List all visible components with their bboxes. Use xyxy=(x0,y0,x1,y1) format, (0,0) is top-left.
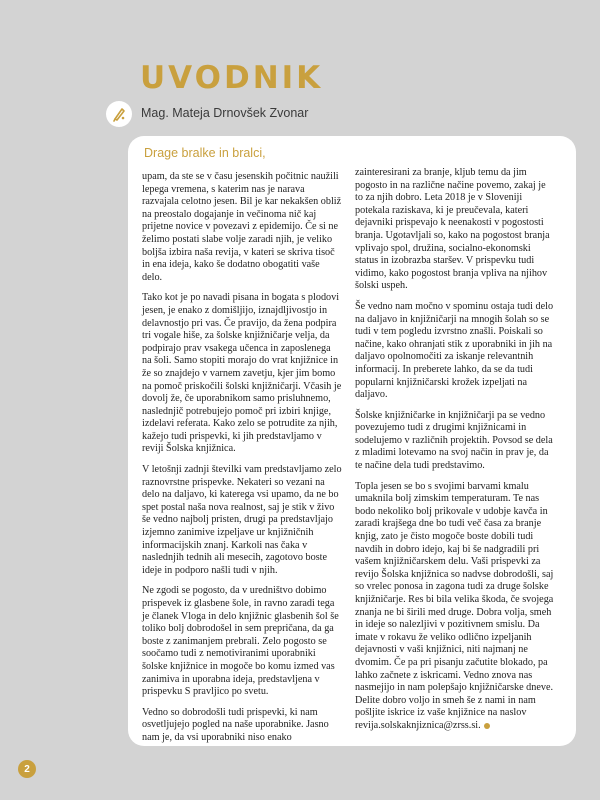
page-number: 2 xyxy=(18,760,36,778)
paragraph-last xyxy=(355,481,555,733)
page-title: UVODNIK xyxy=(140,60,324,96)
end-mark-icon xyxy=(484,723,490,729)
paragraph: Tako kot je po navadi pisana in bogata s plodovi jesen, je enako z domišljijo, iznajdljivostjo in delavnostjo pri vas. Če pravijo, da žena podpira tri vogale hiše, za šolske knjižničarje velja, da podpirajo prav vsakega učenca in zaposlenega na šoli. Samo stopiti morajo do vrat knjižnice in že so znajdejo v varnem zavetju, kjer jim bomo na pomoč priskočili šolski knjižničarji. Včasih je dovolj že, če uporabnikom samo prisluhnemo, naslednjič potrebujejo pomoč pri izbiri knjige, izdelavi referata. Kako zelo se potrudite za njih, kažejo tudi prispevki, ki jih predstavljamo v reviji Šolska knjižnica. xyxy=(142,292,342,455)
article-card xyxy=(128,136,576,746)
paragraph: upam, da ste se v času jesenskih počitnic naužili lepega vremena, s katerim nas je narava razvajala celotno jesen. Bil je kar nekakšen obliž na preostalo dogajanje in večinoma nič kaj prijetne novice v povezavi z epidemijo. Če si ne želimo postati slabe volje zaradi njih, je veliko boljša izbira naša revija, v kateri se skriva tisoč in ena ideja, kako še dodatno obogatiti vaše delo. xyxy=(142,171,342,283)
article-column-left xyxy=(142,171,342,745)
paragraph: zainteresirani za branje, kljub temu da jim pogosto in na različne načine povemo, zakaj je to za njih dobro. Leta 2018 je v Sloveniji potekala raziskava, ki je preučevala, kateri dejavniki prispevajo k neenakosti v pogostosti branja. Ugotavljali so, kako na pogostost branja vplivajo spol, družina, socialno-ekonomski status in izobrazba staršev. V prispevku tudi vidimo, kako pogostost branja vpliva na njihov šolski uspeh. xyxy=(355,167,550,292)
paragraph: Ne zgodi se pogosto, da v uredništvo dobimo prispevek iz glasbene šole, in ravno zaradi tega je članek Vloga in delo knjižnic glasbenih šol še toliko bolj dobrodošel in sem prepričana, da ga boste z zanimanjem prebrali. Zelo pogosto se soočamo tudi z nemotiviranimi uporabniki šolske knjižnice in mogoče bo komu izmed vas zanimiva in uporabna ideja, predstavljena v prispevku S pravljico po svetu. xyxy=(142,585,339,698)
author-name: Mag. Mateja Drnovšek Zvonar xyxy=(141,106,309,120)
quill-icon xyxy=(111,106,127,122)
paragraph: Šolske knjižničarke in knjižničarji pa se vedno povezujemo tudi z drugimi knjižnicami in sodelujemo v različnih projektih. Povsod se dela z mladimi lotevamo na svoj način in prav je, da te načine dela tudi predstavimo. xyxy=(355,409,553,472)
paragraph: V letošnji zadnji številki vam predstavljamo zelo raznovrstne prispevke. Nekateri so vezani na delo na daljavo, ki katerega vsi upamo, da ne bo spet postal naša nova realnost, saj je stik v živo še vedno najbolj pristen, drugi pa predstavljajo izjemno zanimive izpeljave ur knjižničnih informacijskih znanj. Karkoli nas čaka v naslednjih tednih ali mesecih, zagotovo boste ideje in podporo našli tudi v njih. xyxy=(142,464,342,576)
paragraph: Vedno so dobrodošli tudi prispevki, ki nam osvetljujejo pogled na naše uporabnike. Jasno nam je, da vsi uporabniki niso enako xyxy=(142,706,329,743)
paragraph-text: Topla jesen se bo s svojimi barvami kmalu umaknila bolj zimskim temperaturam. Te nas bodo nekoliko bolj prikovale v udobje kavča in zaradi krajšega dne bo tudi več časa za branje knjig, zato je čisto mogoče boste dobili tudi navdih in dobro idejo, kaj bi še nadgradili pri vašem knjižničarskem delu. Vaši prispevki za revijo Šolska knjižnica so nadvse dobrodošli, saj so vrelec ponosa in zagona tudi za druge šolske knjižničarje. Res bi bila velika škoda, če svojega znanja ne bi širili med druge. Dobra volja, smeh in ideje so nalezljivi v pozitivnem smislu. Da imate v rokavu že veliko odlično izpeljanih dejavnosti v vaši knjižnici, niti najmanj ne dvomim. Če pa pri pisanju začutite blokado, pa lahko začnete z iskricami. Vedno znova nas nasmejijo in nam polepšajo knjižničarske dneve. Delite dobro voljo in smeh še z nami in nam pošljite iskrice iz vaše knjižnice na naslov revija.solskaknjiznica@zrss.si. xyxy=(355,480,554,731)
article-column-right xyxy=(355,167,555,733)
article-greeting: Drage bralke in bralci, xyxy=(144,146,266,160)
quill-icon-badge xyxy=(106,101,132,127)
paragraph: Še vedno nam močno v spominu ostaja tudi delo na daljavo in knjižničarji na mnogih šolah so se tudi v tem pogledu izvrstno znašli. Poiskali so načine, kako ohranjati stik z uporabniki in jih na daljavo opolnomočiti za iskanje relevantnih informacij. In preberete lahko, da se da tudi popularni knjižničarski krožek izpeljati na daljavo. xyxy=(355,300,554,401)
